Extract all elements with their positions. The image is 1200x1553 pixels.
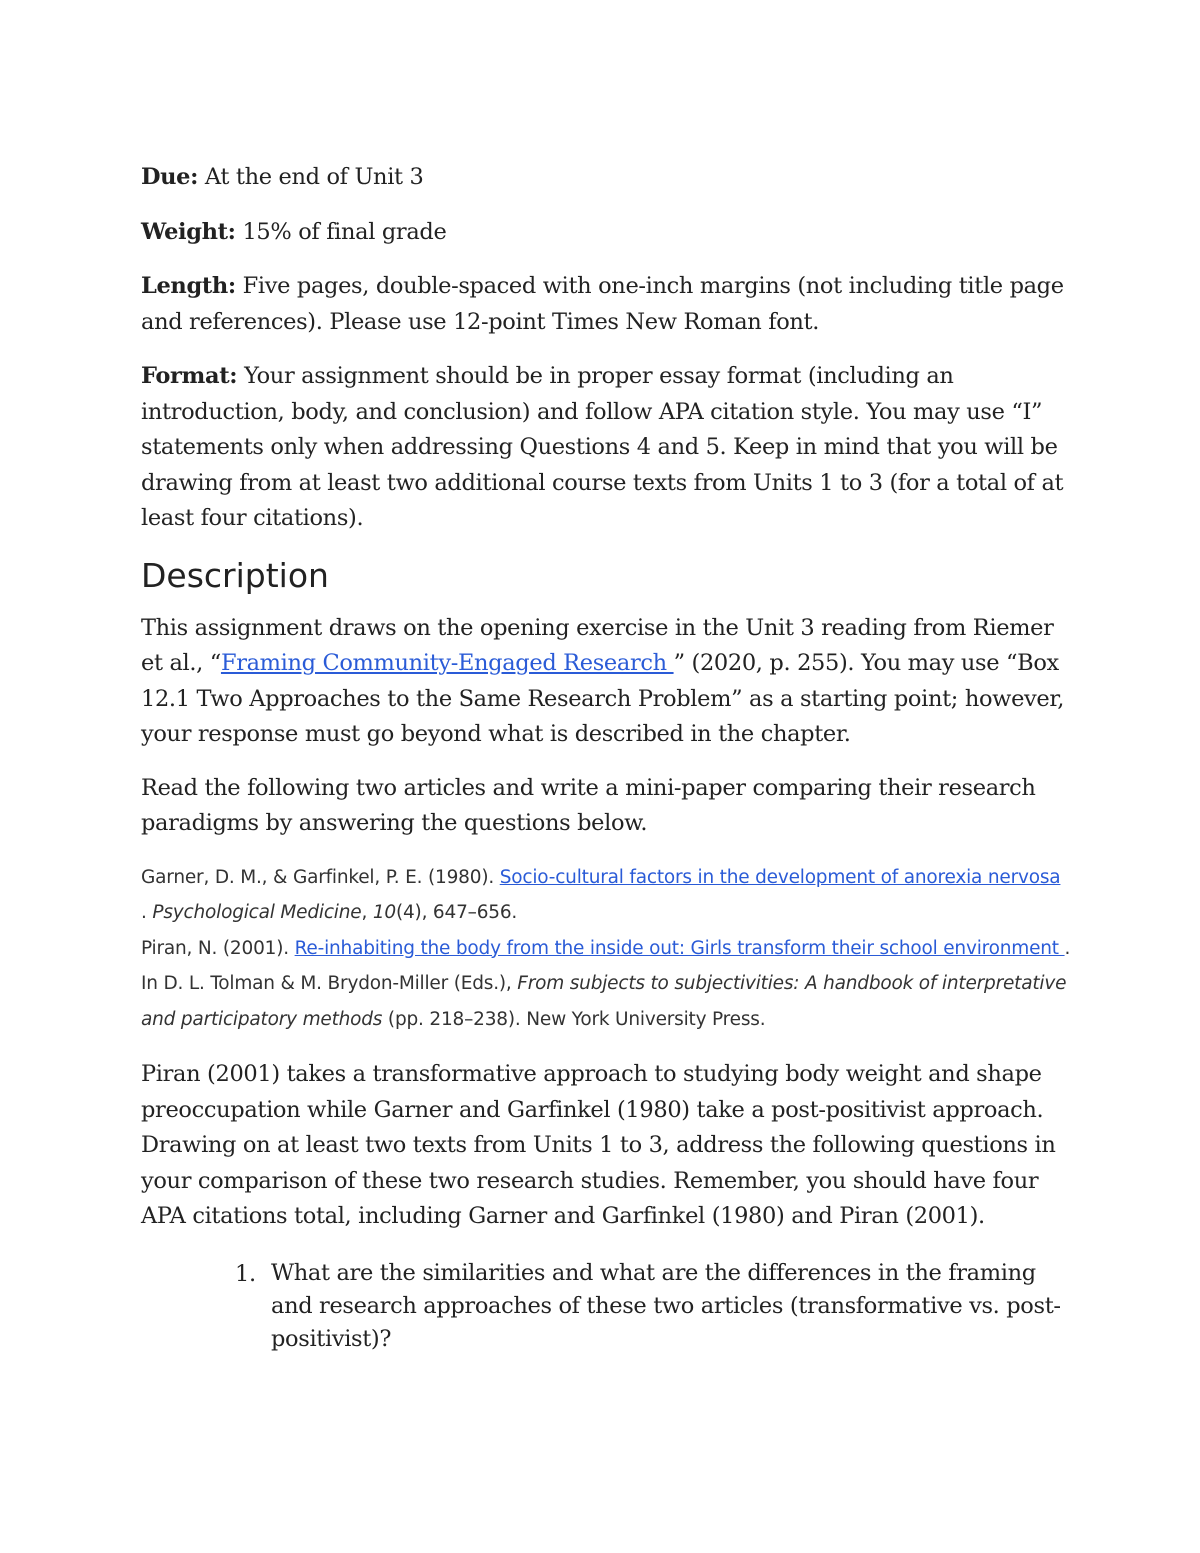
ref2-chapter-link[interactable]: Re-inhabiting the body from the inside out: Girls transform their school environment [294, 937, 1065, 959]
assignment-document [141, 160, 1071, 1356]
weight-label: Weight: [141, 218, 236, 245]
question-number: 1. [235, 1260, 256, 1287]
ref1-article-link[interactable]: Socio-cultural factors in the development of anorexia nervosa [499, 866, 1061, 888]
format-label: Format: [141, 363, 238, 389]
ref2-authors: Piran, N. (2001). [141, 937, 295, 959]
p1-text-after: ” (2020, p. 255). You may use “Box 12.1 Two Approaches to the Same Research Problem” as a starting point; however, your response must go beyond what is described in the chapter. [141, 650, 1065, 747]
format-value: Your assignment should be in proper essay format (including an introduction, body, and conclusion) and follow APA citation style. You may use “I” statements only when addressing Questions 4 and 5. Keep in mind that you will be drawing from at least two additional course texts from Units 1 to 3 (for a total of at least four citations). [141, 363, 1064, 531]
length-line [141, 269, 1071, 340]
list-item [141, 1257, 1071, 1356]
length-value: Five pages, double-spaced with one-inch margins (not including title page and references). Please use 12-point Times New Roman font. [141, 273, 1064, 335]
ref2-pages-publisher: (pp. 218–238). New York University Press. [382, 1008, 766, 1030]
p1-text-before: This assignment draws on the opening exercise in the Unit 3 reading from Riemer et al., “ [141, 614, 1054, 676]
ref1-comma: , [361, 902, 373, 923]
description-paragraph-1 [141, 611, 1071, 753]
ref2-editors: . In D. L. Tolman & M. Brydon-Miller (Eds.), [141, 937, 1071, 994]
ref1-volume: 10 [372, 902, 396, 923]
ref2-book-title: From subjects to subjectivities: A handbook of interpretative and participatory methods [141, 973, 1067, 1030]
question-text: What are the similarities and what are the differences in the framing and research approaches of these two articles (transformative vs. post-positivist)? [271, 1259, 1061, 1352]
weight-value: 15% of final grade [242, 218, 447, 245]
body-paragraph: Piran (2001) takes a transformative approach to studying body weight and shape preoccupation while Garner and Garfinkel (1980) take a post-positivist approach. Drawing on at least two texts from Units 1 to 3, address the following questions in your comparison of these two research studies. Remember, you should have four APA citations total, including Garner and Garfinkel (1980) and Piran (2001). [141, 1061, 1056, 1229]
description-heading: Description [141, 555, 329, 595]
reference-piran [141, 931, 1071, 1038]
due-value: At the end of Unit 3 [204, 164, 424, 190]
format-line [141, 359, 1071, 537]
framing-community-engaged-research-link[interactable]: Framing Community-Engaged Research [220, 650, 674, 676]
ref1-sep: . [141, 902, 153, 923]
reference-list [141, 860, 1071, 1038]
due-line [141, 160, 1071, 196]
due-label: Due: [141, 164, 199, 190]
description-paragraph-2: Read the following two articles and write a mini-paper comparing their research paradigms by answering the questions below. [141, 774, 1036, 836]
length-label: Length: [141, 273, 236, 299]
ref1-authors: Garner, D. M., & Garfinkel, P. E. (1980). [141, 866, 500, 888]
ref1-issue-pages: (4), 647–656. [395, 902, 518, 923]
reference-garner-garfinkel [141, 860, 1071, 931]
weight-line [141, 215, 1071, 251]
question-list [141, 1257, 1071, 1356]
ref1-journal: Psychological Medicine [152, 902, 362, 923]
